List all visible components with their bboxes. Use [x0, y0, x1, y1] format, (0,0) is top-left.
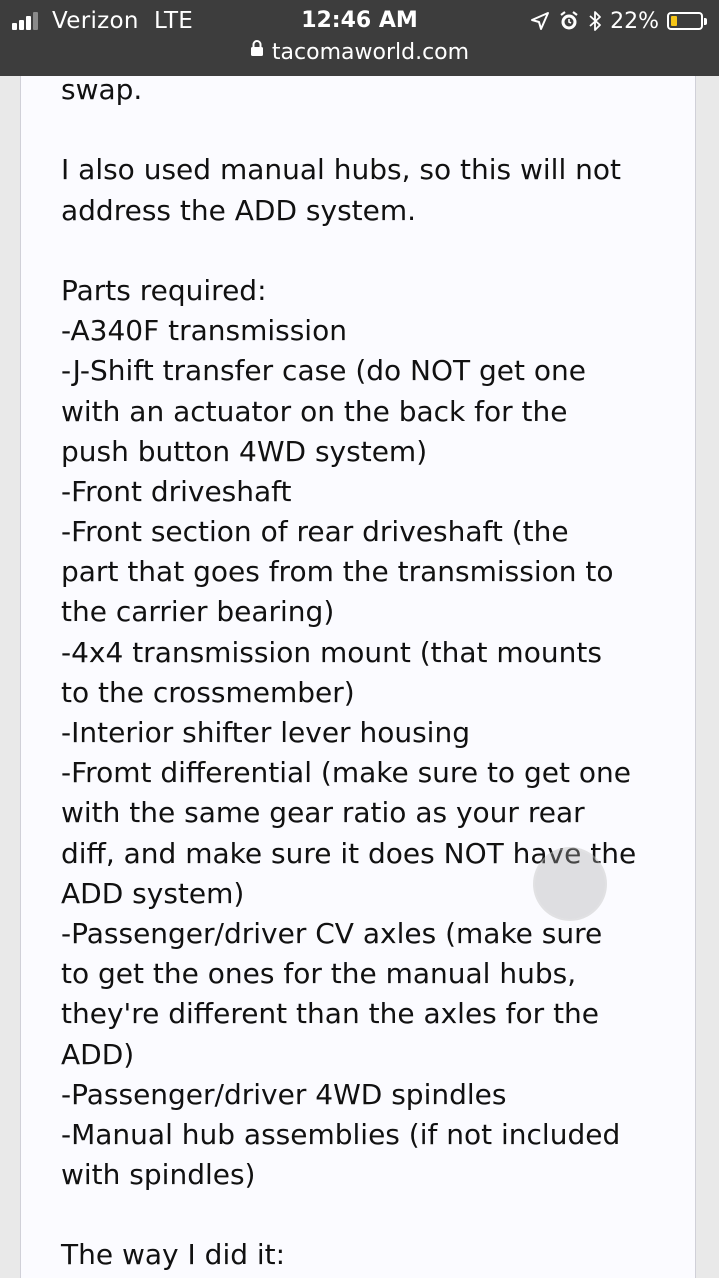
status-bar: [0, 0, 719, 76]
address-bar[interactable]: [0, 37, 719, 69]
post-text-line: -Front driveshaft: [61, 474, 292, 508]
post-text-line: to the crossmember): [61, 675, 355, 709]
post-text-line: -A340F transmission: [61, 314, 347, 348]
touch-indicator: [535, 849, 605, 919]
status-row: [0, 6, 719, 36]
location-arrow-icon: [530, 11, 550, 31]
post-text-line: with spindles): [61, 1158, 256, 1192]
battery-icon: [667, 12, 703, 30]
post-text-line: -J-Shift transfer case (do NOT get one: [61, 354, 587, 388]
battery-fill: [671, 16, 677, 26]
post-text-line: -Passenger/driver 4WD spindles: [61, 1077, 507, 1111]
post-text-line: -4x4 transmission mount (that mounts: [61, 635, 602, 669]
status-time: 12:46 AM: [301, 8, 418, 33]
post-text-line: address the ADD system.: [61, 193, 417, 227]
carrier-name: Verizon: [52, 8, 139, 34]
post-text-line: -Interior shifter lever housing: [61, 716, 470, 749]
lock-icon: [250, 35, 264, 67]
post-text-line: part that goes from the transmission to: [61, 555, 614, 589]
post-body: [61, 70, 691, 1276]
blank-line: [61, 1195, 691, 1235]
page-background: [0, 73, 719, 1278]
post-text-line: swap.: [61, 73, 143, 106]
forum-post: [20, 73, 696, 1278]
post-text-line: the carrier bearing): [61, 595, 335, 629]
alarm-icon: [558, 10, 580, 32]
network-type: LTE: [154, 8, 194, 34]
post-text-line: I also used manual hubs, so this will not: [61, 153, 621, 187]
post-text-line: ADD): [61, 1037, 135, 1071]
post-text-line: to get the ones for the manual hubs,: [61, 957, 577, 991]
post-text-line: ADD system): [61, 876, 245, 910]
post-text-line: -Front section of rear driveshaft (the: [61, 515, 569, 549]
post-text-line: with the same gear ratio as your rear: [61, 796, 585, 830]
post-text-line: diff, and make sure it does NOT have the: [61, 836, 637, 870]
post-text-line: they're different than the axles for the: [61, 997, 600, 1031]
bluetooth-icon: [588, 10, 602, 32]
post-text-line: -Manual hub assemblies (if not included: [61, 1117, 621, 1151]
url-text[interactable]: tacomaworld.com: [271, 40, 470, 65]
post-text-line: with an actuator on the back for the: [61, 394, 568, 428]
status-icons: [530, 6, 703, 36]
post-text-line: Parts required:: [61, 273, 267, 307]
post-text-line: The way I did it:: [61, 1238, 286, 1272]
post-text-line: push button 4WD system): [61, 434, 428, 468]
post-text-line: -Passenger/driver CV axles (make sure: [61, 916, 603, 950]
blank-line: [61, 110, 691, 150]
blank-line: [61, 231, 691, 271]
post-text-line: -Fromt differential (make sure to get one: [61, 756, 631, 790]
battery-percent: 22%: [610, 8, 659, 34]
